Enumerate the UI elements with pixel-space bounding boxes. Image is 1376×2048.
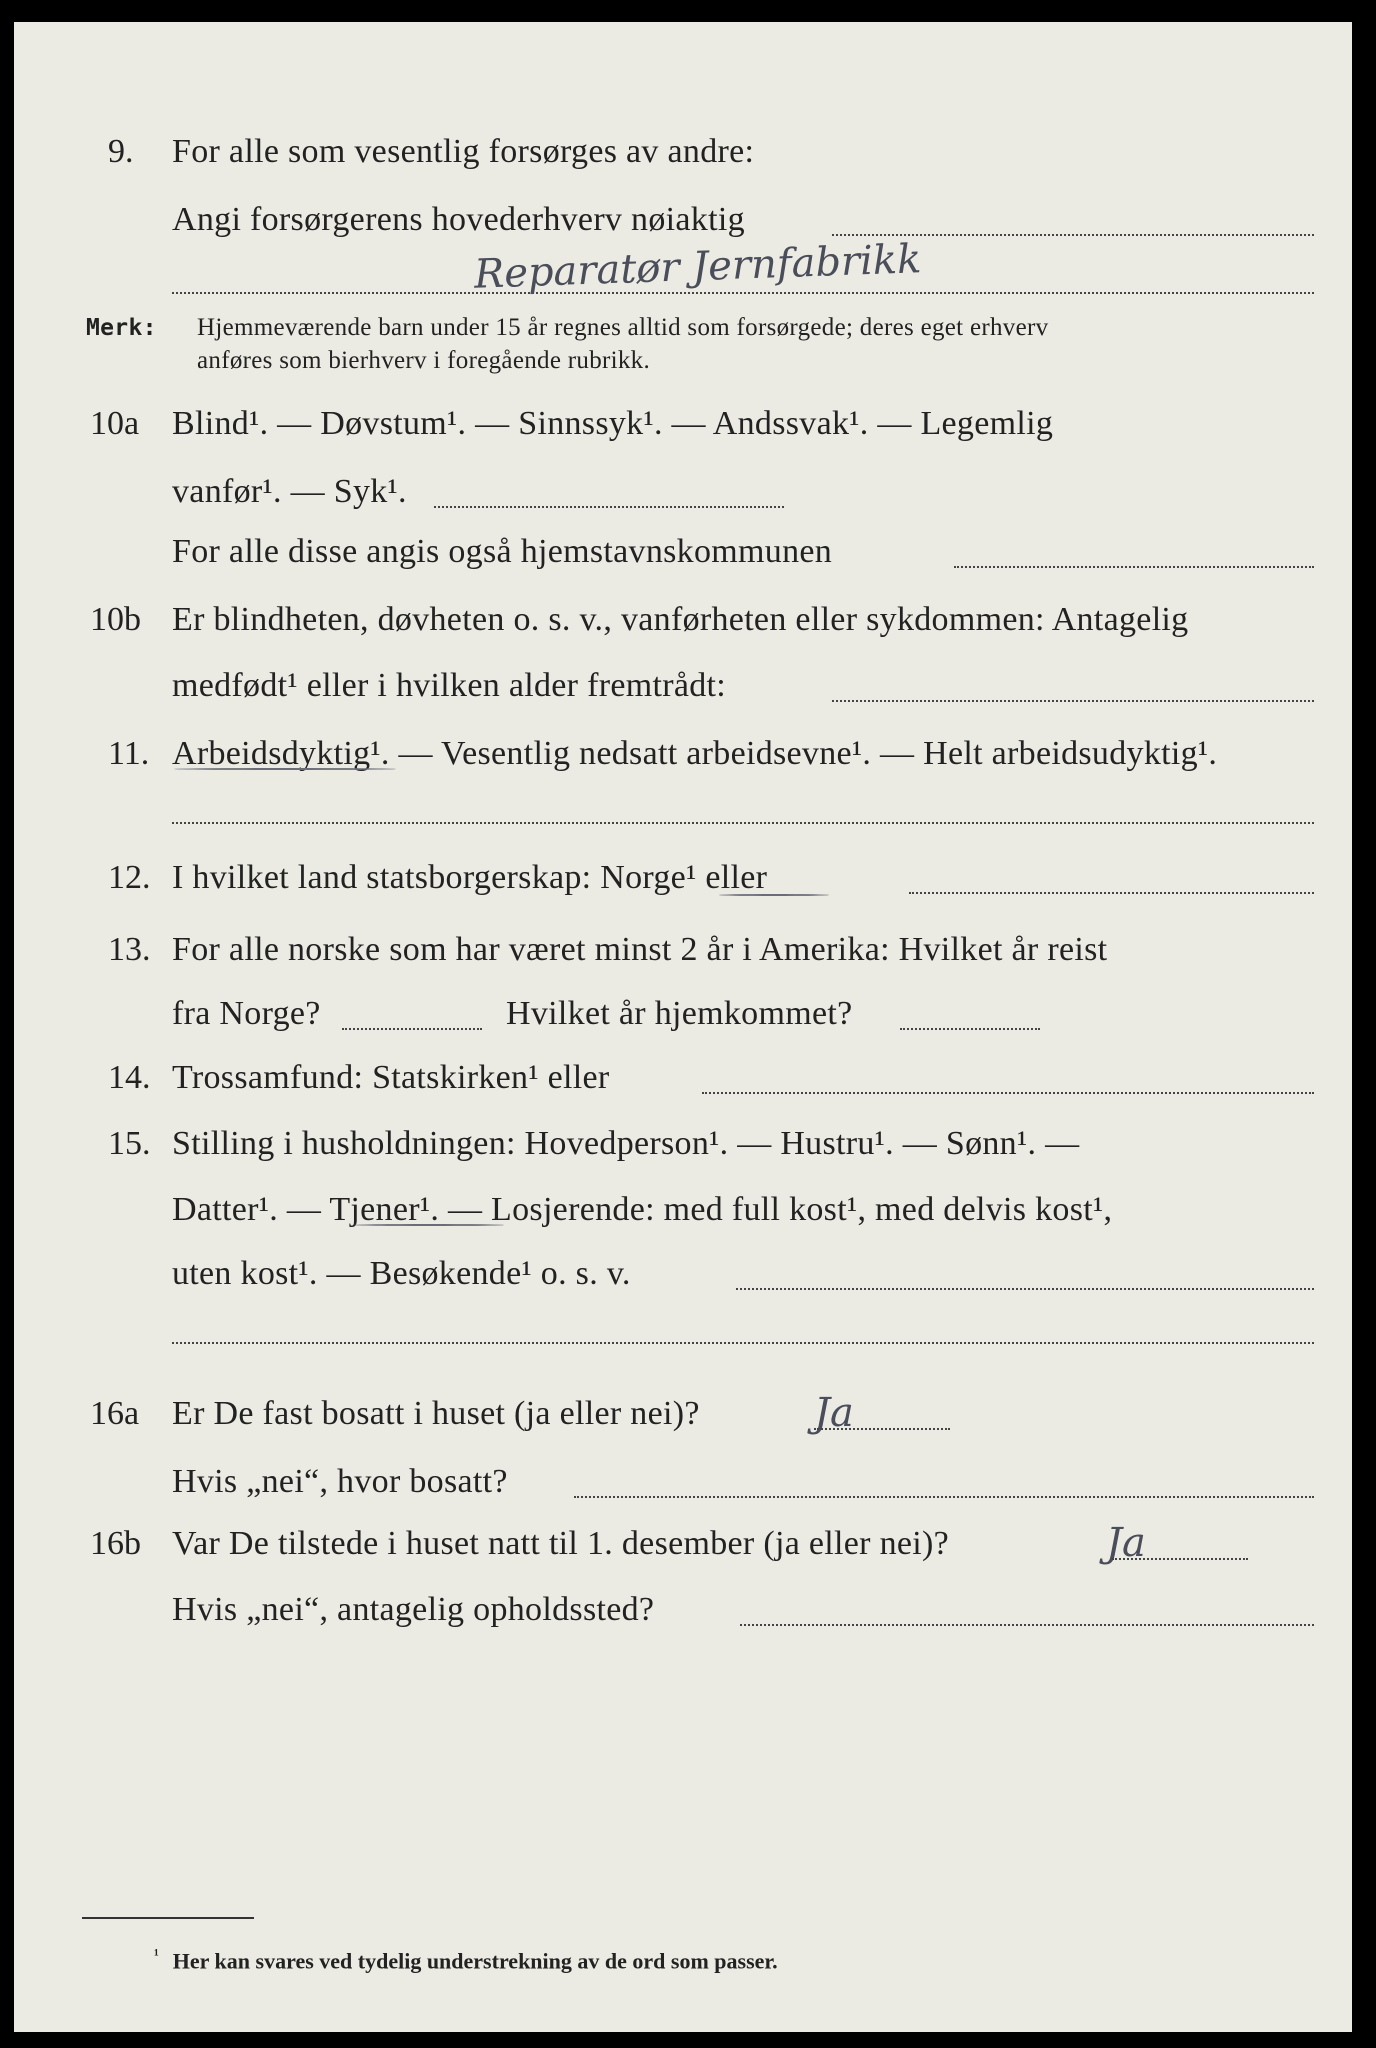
q15-number: 15. <box>108 1125 151 1162</box>
merk-line2: anføres som bierhverv i foregående rubrikk. <box>197 347 651 374</box>
q13-line2a: fra Norge? <box>172 995 321 1032</box>
q9-answer-handwriting: Reparatør Jernfabrikk <box>473 236 923 298</box>
q10a-line1: Blind¹. — Døvstum¹. — Sinnssyk¹. — Andssvak¹. — Legemlig <box>172 405 1054 442</box>
q12-number: 12. <box>108 859 151 896</box>
q9-line1: For alle som vesentlig forsørges av andre: <box>172 133 755 170</box>
q16a-dotted-line <box>814 1428 950 1430</box>
q12-dotted-line <box>909 892 1314 894</box>
q14-dotted-line <box>702 1092 1314 1094</box>
q15-line2: Datter¹. — Tjener¹. — Losjerende: med full kost¹, med delvis kost¹, <box>172 1191 1113 1228</box>
q10b-line1: Er blindheten, døvheten o. s. v., vanførheten eller sykdommen: Antagelig <box>172 601 1189 638</box>
q16b-line2: Hvis „nei“, antagelig opholdssted? <box>172 1591 655 1628</box>
footnote-rule <box>82 1917 254 1919</box>
q16b-number: 16b <box>90 1525 141 1562</box>
q10a-dotted-line-2 <box>954 566 1314 568</box>
q10a-number: 10a <box>90 405 140 442</box>
q14-number: 14. <box>108 1059 151 1096</box>
q16b-answer-handwriting: Ja <box>1106 1520 1146 1566</box>
q11-line1: Arbeidsdyktig¹. — Vesentlig nedsatt arbeidsevne¹. — Helt arbeidsudyktig¹. <box>172 735 1218 772</box>
footnote <box>154 1942 778 1975</box>
q11-dotted-line <box>172 822 1314 824</box>
q16a-answer-handwriting: Ja <box>814 1390 854 1436</box>
q16a-line1: Er De fast bosatt i huset (ja eller nei)? <box>172 1395 700 1432</box>
q10a-line2: vanfør¹. — Syk¹. <box>172 473 407 510</box>
q13-dotted-line-2 <box>900 1028 1040 1030</box>
q9-dotted-line <box>832 234 1314 236</box>
merk-label: Merk: <box>86 315 157 341</box>
q14-line1: Trossamfund: Statskirken¹ eller <box>172 1059 610 1096</box>
q11-number: 11. <box>108 735 150 772</box>
q9-dotted-line-2 <box>172 292 1314 294</box>
q10a-line3: For alle disse angis også hjemstavnskommunen <box>172 533 833 570</box>
q10a-dotted-line <box>434 506 784 508</box>
q13-dotted-line-1 <box>342 1028 482 1030</box>
q15-line1: Stilling i husholdningen: Hovedperson¹. — Hustru¹. — Sønn¹. — <box>172 1125 1080 1162</box>
q10b-dotted-line <box>832 700 1314 702</box>
q9-number: 9. <box>108 133 134 170</box>
q16b-line1: Var De tilstede i huset natt til 1. desember (ja eller nei)? <box>172 1525 950 1562</box>
q13-number: 13. <box>108 931 151 968</box>
q15-line3: uten kost¹. — Besøkende¹ o. s. v. <box>172 1255 631 1292</box>
q16b-dotted-line-2 <box>740 1624 1314 1626</box>
q11-handwritten-underline <box>174 768 396 770</box>
q15-handwritten-underline <box>354 1224 504 1226</box>
footnote-mark: ¹ <box>154 1947 159 1964</box>
q13-line1: For alle norske som har været minst 2 år i Amerika: Hvilket år reist <box>172 931 1108 968</box>
q16a-line2: Hvis „nei“, hvor bosatt? <box>172 1463 508 1500</box>
q9-line2: Angi forsørgerens hovederhverv nøiaktig <box>172 201 745 238</box>
q12-line1: I hvilket land statsborgerskap: Norge¹ eller <box>172 859 768 896</box>
q15-dotted-line <box>736 1288 1314 1290</box>
q16a-dotted-line-2 <box>574 1496 1314 1498</box>
q10b-number: 10b <box>90 601 141 638</box>
q15-dotted-line-2 <box>172 1342 1314 1344</box>
q16b-dotted-line <box>1112 1558 1248 1560</box>
q10b-line2: medfødt¹ eller i hvilken alder fremtrådt: <box>172 667 727 704</box>
q16a-number: 16a <box>90 1395 140 1432</box>
census-form-page <box>14 22 1352 2032</box>
q13-line2b: Hvilket år hjemkommet? <box>506 995 853 1032</box>
footnote-text: Her kan svares ved tydelig understrekning av de ord som passer. <box>172 1948 778 1974</box>
merk-line1: Hjemmeværende barn under 15 år regnes alltid som forsørgede; deres eget erhverv <box>197 314 1049 341</box>
q12-handwritten-underline <box>719 894 829 896</box>
